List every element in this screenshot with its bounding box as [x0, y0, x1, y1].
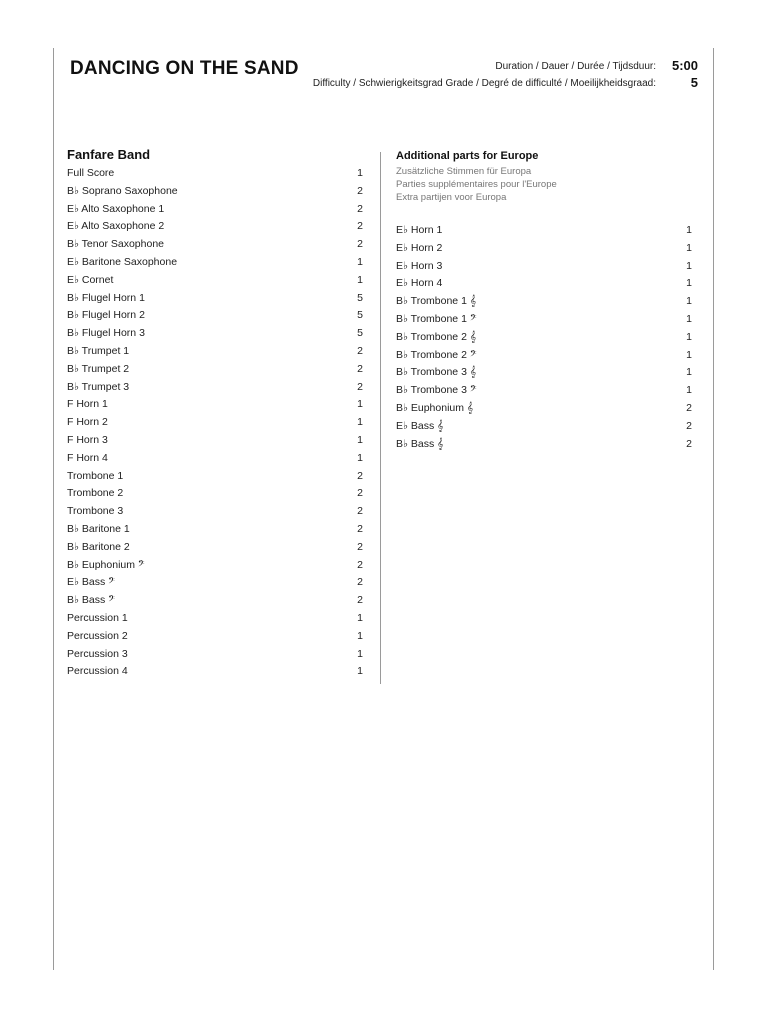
right-border-line [713, 48, 714, 970]
fanfare-heading: Fanfare Band [67, 147, 151, 162]
part-quantity: 2 [357, 558, 363, 571]
part-row [67, 646, 363, 664]
part-row [396, 364, 692, 382]
part-quantity: 1 [357, 273, 363, 286]
part-name: B♭ Bass 𝄢 [67, 594, 115, 607]
part-row [67, 218, 363, 236]
duration-label: Duration / Dauer / Durée / Tijdsduur: [495, 61, 656, 72]
part-name: E♭ Horn 3 [396, 259, 443, 272]
part-quantity: 2 [357, 344, 363, 357]
part-row [67, 307, 363, 325]
part-row [67, 628, 363, 646]
part-name: B♭ Trombone 2 𝄢 [396, 348, 477, 361]
part-name: B♭ Flugel Horn 3 [67, 327, 145, 340]
part-name: Trombone 3 [67, 505, 124, 518]
part-quantity: 1 [357, 255, 363, 268]
part-quantity: 2 [357, 380, 363, 393]
europe-subline-fr: Parties supplémentaires pour l'Europe [396, 179, 557, 190]
europe-subline-nl: Extra partijen voor Europa [396, 192, 507, 203]
part-row [67, 183, 363, 201]
part-quantity: 2 [357, 594, 363, 607]
part-row [67, 254, 363, 272]
part-quantity: 2 [357, 202, 363, 215]
part-row [67, 201, 363, 219]
part-row [67, 521, 363, 539]
part-row [67, 290, 363, 308]
part-name: B♭ Bass 𝄞 [396, 437, 444, 450]
part-row [67, 361, 363, 379]
part-quantity: 2 [357, 469, 363, 482]
part-quantity: 2 [357, 505, 363, 518]
part-row [396, 275, 692, 293]
part-quantity: 1 [357, 167, 363, 179]
part-name: E♭ Bass 𝄞 [396, 419, 444, 432]
part-quantity: 2 [357, 576, 363, 589]
part-name: B♭ Trumpet 3 [67, 380, 130, 393]
part-row [67, 574, 363, 592]
part-name: E♭ Alto Saxophone 2 [67, 220, 165, 233]
part-name: Percussion 1 [67, 611, 128, 624]
part-row [396, 258, 692, 276]
part-row [67, 432, 363, 450]
part-row [67, 468, 363, 486]
part-quantity: 2 [357, 184, 363, 197]
part-row [396, 382, 692, 400]
part-quantity: 2 [357, 220, 363, 233]
part-quantity: 2 [357, 238, 363, 251]
part-row [67, 485, 363, 503]
part-quantity: 1 [686, 366, 692, 379]
part-row [67, 592, 363, 610]
part-row [67, 450, 363, 468]
europe-subline-de: Zusätzliche Stimmen für Europa [396, 166, 532, 177]
part-row [67, 503, 363, 521]
part-name: E♭ Horn 1 [396, 224, 443, 236]
part-row [396, 436, 692, 454]
part-name: B♭ Flugel Horn 1 [67, 291, 145, 304]
part-name: Percussion 4 [67, 665, 128, 678]
part-quantity: 2 [686, 419, 692, 432]
part-quantity: 1 [686, 348, 692, 361]
fanfare-parts-list [67, 165, 363, 681]
column-divider [380, 152, 381, 684]
part-row [67, 379, 363, 397]
part-name: B♭ Tenor Saxophone [67, 238, 164, 251]
part-quantity: 1 [686, 241, 692, 254]
part-name: Percussion 3 [67, 647, 128, 660]
part-quantity: 1 [686, 224, 692, 236]
europe-heading: Additional parts for Europe [396, 150, 539, 162]
part-name: E♭ Baritone Saxophone [67, 255, 178, 268]
part-row [396, 240, 692, 258]
europe-parts-list [396, 222, 692, 453]
part-quantity: 1 [357, 629, 363, 642]
part-name: F Horn 3 [67, 433, 108, 446]
part-name: B♭ Trumpet 1 [67, 344, 130, 357]
part-quantity: 5 [357, 309, 363, 322]
part-name: B♭ Euphonium 𝄞 [396, 401, 474, 414]
part-quantity: 1 [357, 416, 363, 429]
part-row [67, 663, 363, 681]
part-quantity: 2 [357, 487, 363, 500]
part-row [67, 610, 363, 628]
part-quantity: 2 [357, 540, 363, 553]
duration-value: 5:00 [671, 58, 698, 73]
part-quantity: 5 [357, 291, 363, 304]
left-border-line [53, 48, 54, 970]
part-row [67, 236, 363, 254]
part-name: B♭ Euphonium 𝄢 [67, 558, 145, 571]
part-name: B♭ Baritone 1 [67, 522, 130, 535]
part-row [396, 400, 692, 418]
part-quantity: 2 [357, 522, 363, 535]
part-quantity: 1 [686, 312, 692, 325]
part-quantity: 1 [686, 330, 692, 343]
part-row [67, 539, 363, 557]
part-name: B♭ Trombone 1 𝄞 [396, 295, 477, 308]
part-quantity: 1 [357, 647, 363, 660]
part-name: B♭ Trumpet 2 [67, 362, 130, 375]
part-row [396, 222, 692, 240]
part-quantity: 1 [357, 433, 363, 446]
part-quantity: 2 [686, 401, 692, 414]
part-quantity: 1 [357, 398, 363, 411]
part-row [396, 293, 692, 311]
part-quantity: 1 [357, 611, 363, 624]
part-row [396, 418, 692, 436]
part-row [67, 325, 363, 343]
part-row [67, 557, 363, 575]
part-name: E♭ Cornet [67, 273, 114, 286]
part-quantity: 1 [686, 259, 692, 272]
part-name: Full Score [67, 167, 115, 179]
part-name: Percussion 2 [67, 629, 128, 642]
part-name: E♭ Horn 4 [396, 277, 443, 290]
part-quantity: 2 [357, 362, 363, 375]
part-quantity: 1 [686, 277, 692, 290]
part-name: B♭ Trombone 3 𝄞 [396, 366, 477, 379]
part-quantity: 1 [357, 665, 363, 678]
difficulty-label: Difficulty / Schwierigkeitsgrad Grade / Degré de difficulté / Moeilijkheidsgraad: [312, 78, 656, 89]
part-name: F Horn 2 [67, 416, 108, 429]
part-name: F Horn 4 [67, 451, 108, 464]
part-row [396, 329, 692, 347]
part-name: Trombone 1 [67, 469, 124, 482]
part-quantity: 5 [357, 327, 363, 340]
part-row [67, 414, 363, 432]
piece-title: DANCING ON THE SAND [70, 58, 299, 79]
part-quantity: 2 [686, 437, 692, 450]
part-name: E♭ Bass 𝄢 [67, 576, 115, 589]
part-name: B♭ Flugel Horn 2 [67, 309, 145, 322]
part-name: E♭ Alto Saxophone 1 [67, 202, 165, 215]
part-row [396, 311, 692, 329]
part-name: B♭ Trombone 3 𝄢 [396, 384, 477, 397]
part-row [67, 343, 363, 361]
part-name: B♭ Trombone 1 𝄢 [396, 312, 477, 325]
part-name: E♭ Horn 2 [396, 241, 443, 254]
part-name: B♭ Trombone 2 𝄞 [396, 330, 477, 343]
difficulty-value: 5 [690, 75, 698, 90]
part-row [396, 347, 692, 365]
part-quantity: 1 [686, 295, 692, 308]
part-name: F Horn 1 [67, 398, 108, 411]
part-quantity: 1 [357, 451, 363, 464]
part-quantity: 1 [686, 384, 692, 397]
part-name: Trombone 2 [67, 487, 124, 500]
part-row [67, 396, 363, 414]
part-name: B♭ Baritone 2 [67, 540, 130, 553]
part-name: B♭ Soprano Saxophone [67, 184, 178, 197]
part-row [67, 165, 363, 183]
part-row [67, 272, 363, 290]
